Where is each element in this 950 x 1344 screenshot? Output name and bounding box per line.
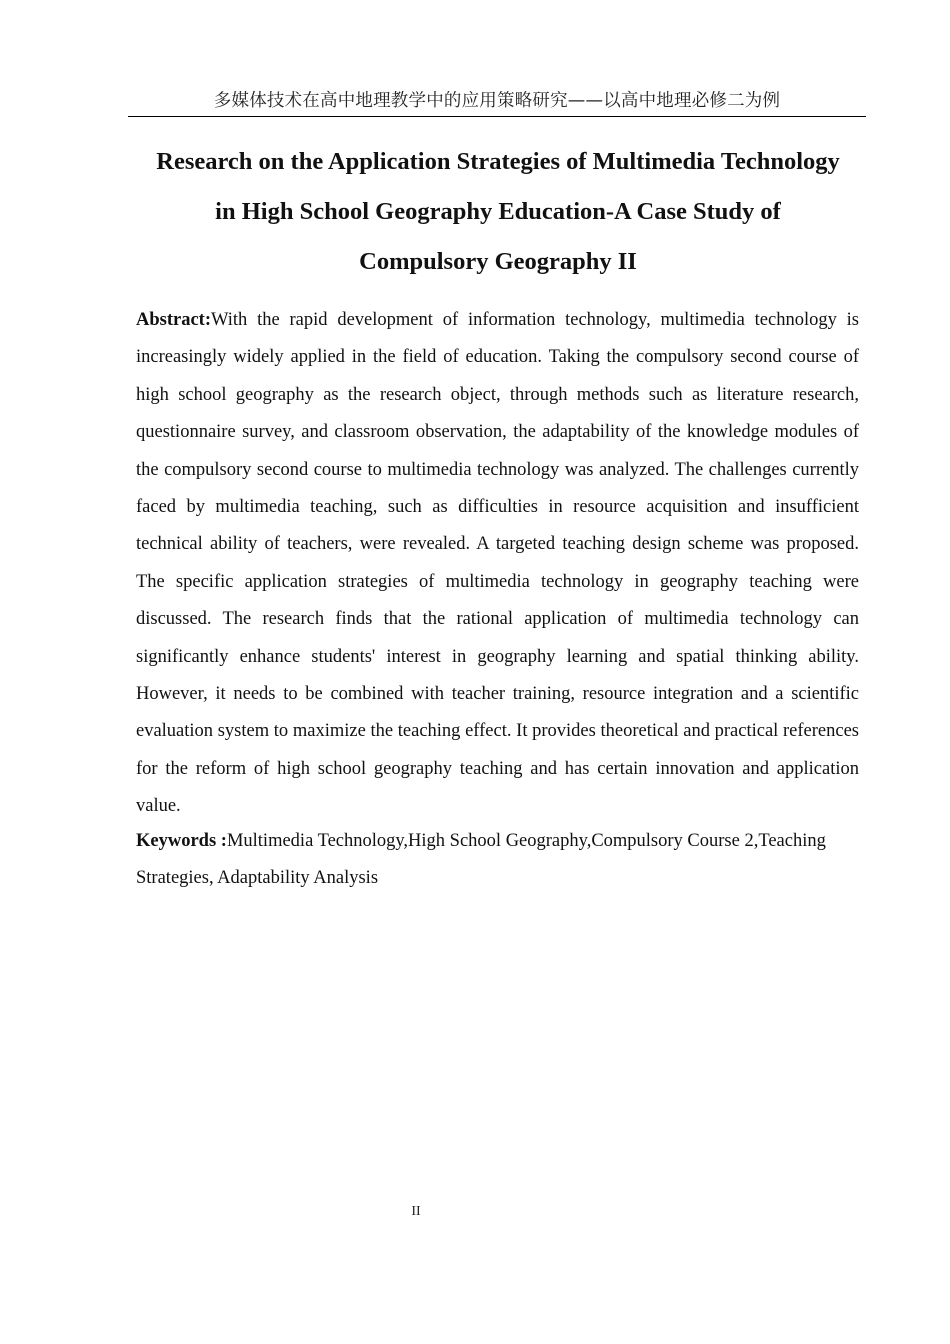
paper-title — [128, 137, 868, 287]
abstract-label: Abstract: — [136, 310, 212, 330]
keywords-text: Multimedia Technology,High School Geography,Compulsory Course 2,Teaching Strategies, Adaptability Analysis — [136, 831, 826, 888]
title-line-1: Research on the Application Strategies of Multimedia Technology — [156, 148, 840, 175]
abstract-text: With the rapid development of information technology, multimedia technology is increasingly widely applied in the field of education. Taking the compulsory second course of high school geography as the research object, through methods such as literature research, questionnaire survey, and classroom observation, the adaptability of the knowledge modules of the compulsory second course to multimedia technology was analyzed. The challenges currently faced by multimedia teaching, such as difficulties in resource acquisition and insufficient technical ability of teachers, were revealed. A targeted teaching design scheme was proposed. The specific application strategies of multimedia technology in geography teaching were discussed. The research finds that the rational application of multimedia technology can significantly enhance students' interest in geography learning and spatial thinking ability. However, it needs to be combined with teacher training, resource integration and a scientific evaluation system to maximize the teaching effect. It provides theoretical and practical references for the reform of high school geography teaching and has certain innovation and application value. — [136, 310, 859, 817]
keywords-label: Keywords : — [136, 831, 227, 851]
keywords-paragraph — [136, 823, 859, 897]
title-line-3: Compulsory Geography II — [359, 248, 637, 275]
page-number: II — [411, 1204, 421, 1219]
running-header: 多媒体技术在高中地理教学中的应用策略研究——以高中地理必修二为例 — [128, 88, 866, 117]
title-line-2: in High School Geography Education-A Case Study of — [215, 198, 781, 225]
abstract-paragraph — [136, 302, 859, 826]
